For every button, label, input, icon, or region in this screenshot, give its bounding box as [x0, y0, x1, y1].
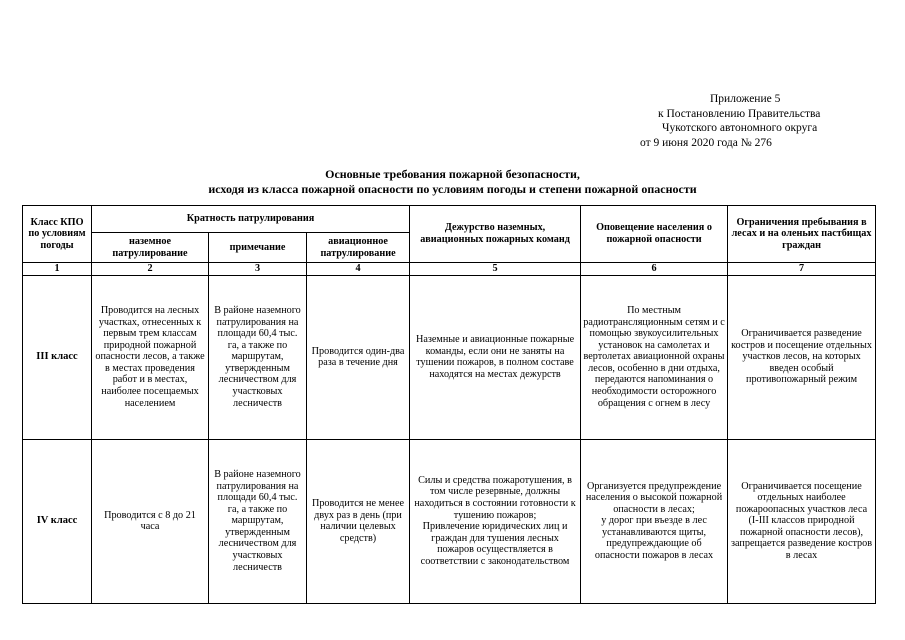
appendix-line-3: Чукотского автономного округа [662, 122, 818, 134]
column-number: 5 [410, 263, 581, 276]
document-title [0, 167, 905, 197]
column-number: 2 [92, 263, 209, 276]
column-number: 3 [209, 263, 307, 276]
header-notification: Оповещение населения о пожарной опасности [581, 206, 728, 263]
appendix-line-2: к Постановлению Правительства [658, 107, 821, 120]
ground-patrol-cell: Проводится на лесных участках, отнесенных к первым трем классам природной пожарной опасности лесов, а также в местах проведения работ и в местах, наиболее посещаемых населением [92, 275, 209, 439]
restrictions-cell: Ограничивается разведение костров и посещение отдельных участков лесов, на которых введен особый противопожарный режим [728, 275, 876, 439]
appendix-block [636, 92, 856, 150]
duty-text-2: Привлечение юридических лиц и граждан для тушения лесных пожаров осуществляется в соответствии с законодательством [420, 521, 570, 567]
restrictions-cell: Ограничивается посещение отдельных наиболее пожароопасных участков леса (I-III классов природной пожарной опасности лесов), запрещается разведение костров в лесах [728, 439, 876, 603]
duty-text-1: Силы и средства пожаротушения, в том числе резервные, должны находиться в состоянии готовности к тушению пожаров; [414, 474, 576, 521]
notification-cell [581, 439, 728, 603]
duty-cell: Наземные и авиационные пожарные команды, если они не заняты на тушении пожаров, в полном составе находятся на местах дежурств [410, 275, 581, 439]
notification-text-2: у дорог при въезде в лес устанавливаются щиты, предупреждающие об опасности пожаров в лесах [594, 515, 714, 562]
aviation-patrol-cell: Проводится не менее двух раз в день (при наличии целевых средств) [307, 439, 410, 603]
header-aviation-patrol: авиационное патрулирование [307, 233, 410, 263]
appendix-line-1: Приложение 5 [710, 93, 781, 105]
header-ground-patrol: наземное патрулирование [92, 233, 209, 263]
header-duty: Дежурство наземных, авиационных пожарных команд [410, 206, 581, 263]
notification-text-1: Организуется предупреждение населения о высокой пожарной опасности в лесах; [585, 480, 723, 515]
fire-safety-table [22, 205, 876, 604]
notification-cell: По местным радиотрансляционным сетям и с помощью звукоусилительных установок на самолетах и вертолетах авиационной охраны лесов, особенно в дни отдыха, передаются напоминания о необходимости осторожного обращения с огнем в лесу [581, 275, 728, 439]
title-line-1: Основные требования пожарной безопасности, [325, 167, 580, 181]
ground-patrol-cell: Проводится с 8 до 21 часа [92, 439, 209, 603]
table-row [23, 439, 876, 603]
table-row [23, 275, 876, 439]
aviation-patrol-cell: Проводится один-два раза в течение дня [307, 275, 410, 439]
column-number: 6 [581, 263, 728, 276]
header-patrol-frequency: Кратность патрулирования [92, 206, 410, 233]
class-cell: III класс [23, 275, 92, 439]
column-number: 1 [23, 263, 92, 276]
appendix-line-4: от 9 июня 2020 года № 276 [640, 136, 772, 149]
title-line-2: исходя из класса пожарной опасности по условиям погоды и степени пожарной опасности [208, 182, 697, 196]
note-cell: В районе наземного патрулирования на площади 60,4 тыс. га, а также по маршрутам, утвержденным лесничеством для участковых лесничеств [209, 275, 307, 439]
column-number: 4 [307, 263, 410, 276]
note-cell: В районе наземного патрулирования на площади 60,4 тыс. га, а также по маршрутам, утвержденным лесничеством для участковых лесничеств [209, 439, 307, 603]
column-number: 7 [728, 263, 876, 276]
class-cell: IV класс [23, 439, 92, 603]
header-restrictions: Ограничения пребывания в лесах и на оленьих пастбищах граждан [728, 206, 876, 263]
duty-cell [410, 439, 581, 603]
header-class: Класс КПО по условиям погоды [23, 206, 92, 263]
header-note: примечание [209, 233, 307, 263]
